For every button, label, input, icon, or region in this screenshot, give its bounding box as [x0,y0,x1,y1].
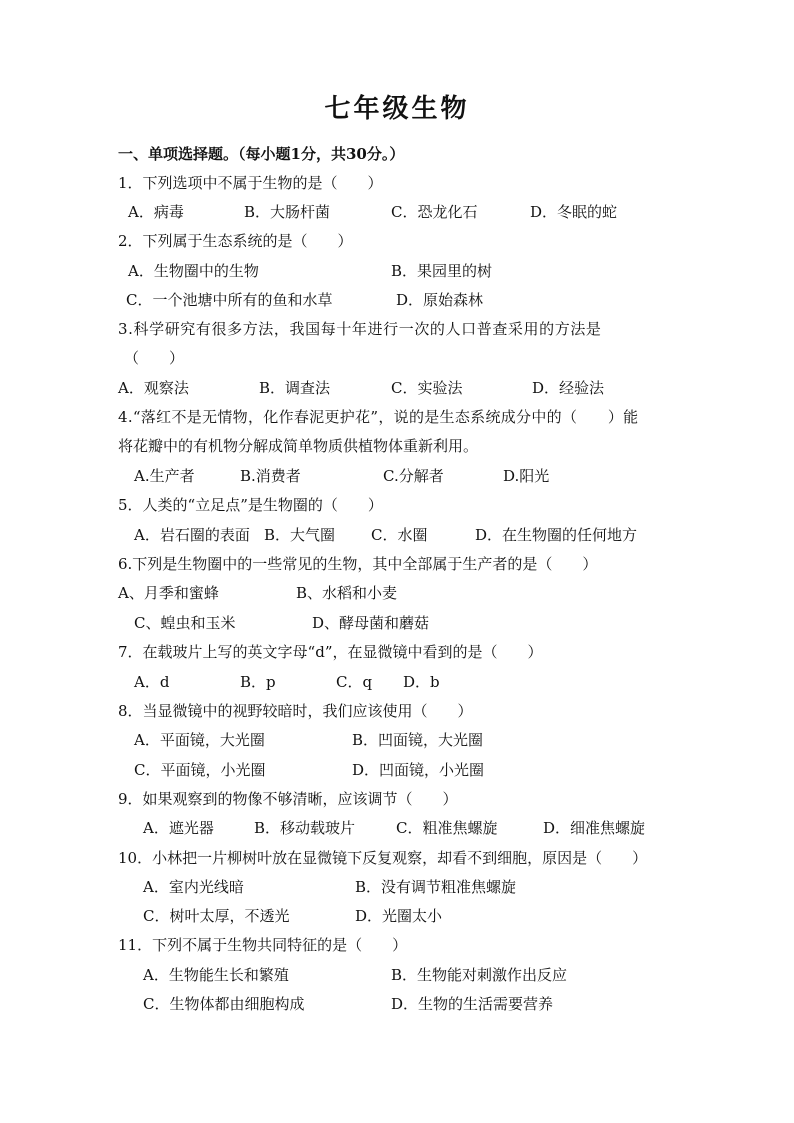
option-a: A．生物圈中的生物 [128,262,259,280]
question-stem: 11．下列不属于生物共同特征的是（ ） [118,936,408,954]
option-b: B．调查法 [259,379,331,397]
option-d: D、酵母菌和蘑菇 [312,614,430,632]
option-b: B、水稻和小麦 [296,584,398,602]
option-c: C．水圈 [371,526,428,544]
question-stem: 3.科学研究有很多方法，我国每十年进行一次的人口普查采用的方法是 [118,320,602,338]
option-b: B．移动载玻片 [254,819,356,837]
option-c: C．平面镜，小光圈 [134,761,266,779]
option-b: B．没有调节粗准焦螺旋 [355,878,517,896]
option-a: A．病毒 [128,203,184,221]
question-stem: 4.“落红不是无情物，化作春泥更护花”，说的是生态系统成分中的（ ）能 [118,408,639,426]
option-d: D．冬眠的蛇 [530,203,618,221]
question-stem-cont: （ ） [124,349,185,367]
option-c: C．一个池塘中所有的鱼和水草 [126,291,333,309]
option-d: D．生物的生活需要营养 [391,995,554,1013]
option-c: C．生物体都由细胞构成 [143,995,305,1013]
section-heading: 一、单项选择题。（每小题1分，共30分。） [118,145,405,163]
option-d: D．经验法 [532,379,605,397]
question-stem: 2．下列属于生态系统的是（ ） [118,232,353,250]
option-d: D．凹面镜，小光圈 [352,761,485,779]
option-c: C．q [336,673,373,691]
question-stem-cont: 将花瓣中的有机物分解成简单物质供植物体重新利用。 [118,437,479,455]
option-a: A．平面镜，大光圈 [134,731,265,749]
question-stem: 8．当显微镜中的视野较暗时，我们应该使用（ ） [118,702,473,720]
option-d: D．光圈太小 [355,907,443,925]
option-d: D．原始森林 [396,291,484,309]
option-c: C、蝗虫和玉米 [134,614,236,632]
option-a: A．岩石圈的表面 [134,526,250,544]
option-d: D．细准焦螺旋 [543,819,646,837]
option-b: B．p [240,673,276,691]
option-d: D.阳光 [503,467,550,485]
option-b: B.消费者 [240,467,301,485]
question-stem: 1．下列选项中不属于生物的是（ ） [118,174,383,192]
option-c: C.分解者 [383,467,444,485]
option-a: A．观察法 [118,379,189,397]
option-a: A、月季和蜜蜂 [118,584,219,602]
option-b: B．凹面镜，大光圈 [352,731,484,749]
question-stem: 6.下列是生物圈中的一些常见的生物，其中全部属于生产者的是（ ） [118,555,598,573]
question-stem: 7．在载玻片上写的英文字母“d”，在显微镜中看到的是（ ） [118,643,543,661]
option-a: A.生产者 [134,467,195,485]
option-b: B．生物能对刺激作出反应 [391,966,568,984]
option-c: C．实验法 [391,379,463,397]
question-stem: 9．如果观察到的物像不够清晰，应该调节（ ） [118,790,458,808]
option-b: B．大气圈 [264,526,336,544]
question-stem: 5．人类的“立足点”是生物圈的（ ） [118,496,383,514]
option-d: D．b [403,673,440,691]
option-c: C．粗准焦螺旋 [396,819,498,837]
option-a: A．d [134,673,170,691]
option-c: C．恐龙化石 [391,203,478,221]
option-b: B．大肠杆菌 [244,203,331,221]
option-b: B．果园里的树 [391,262,493,280]
option-a: A．室内光线暗 [143,878,244,896]
page-title: 七年级生物 [324,94,470,124]
option-c: C．树叶太厚，不透光 [143,907,290,925]
question-stem: 10．小林把一片柳树叶放在显微镜下反复观察，却看不到细胞，原因是（ ） [118,849,648,867]
option-d: D．在生物圈的任何地方 [475,526,638,544]
option-a: A．遮光器 [143,819,214,837]
option-a: A．生物能生长和繁殖 [143,966,289,984]
